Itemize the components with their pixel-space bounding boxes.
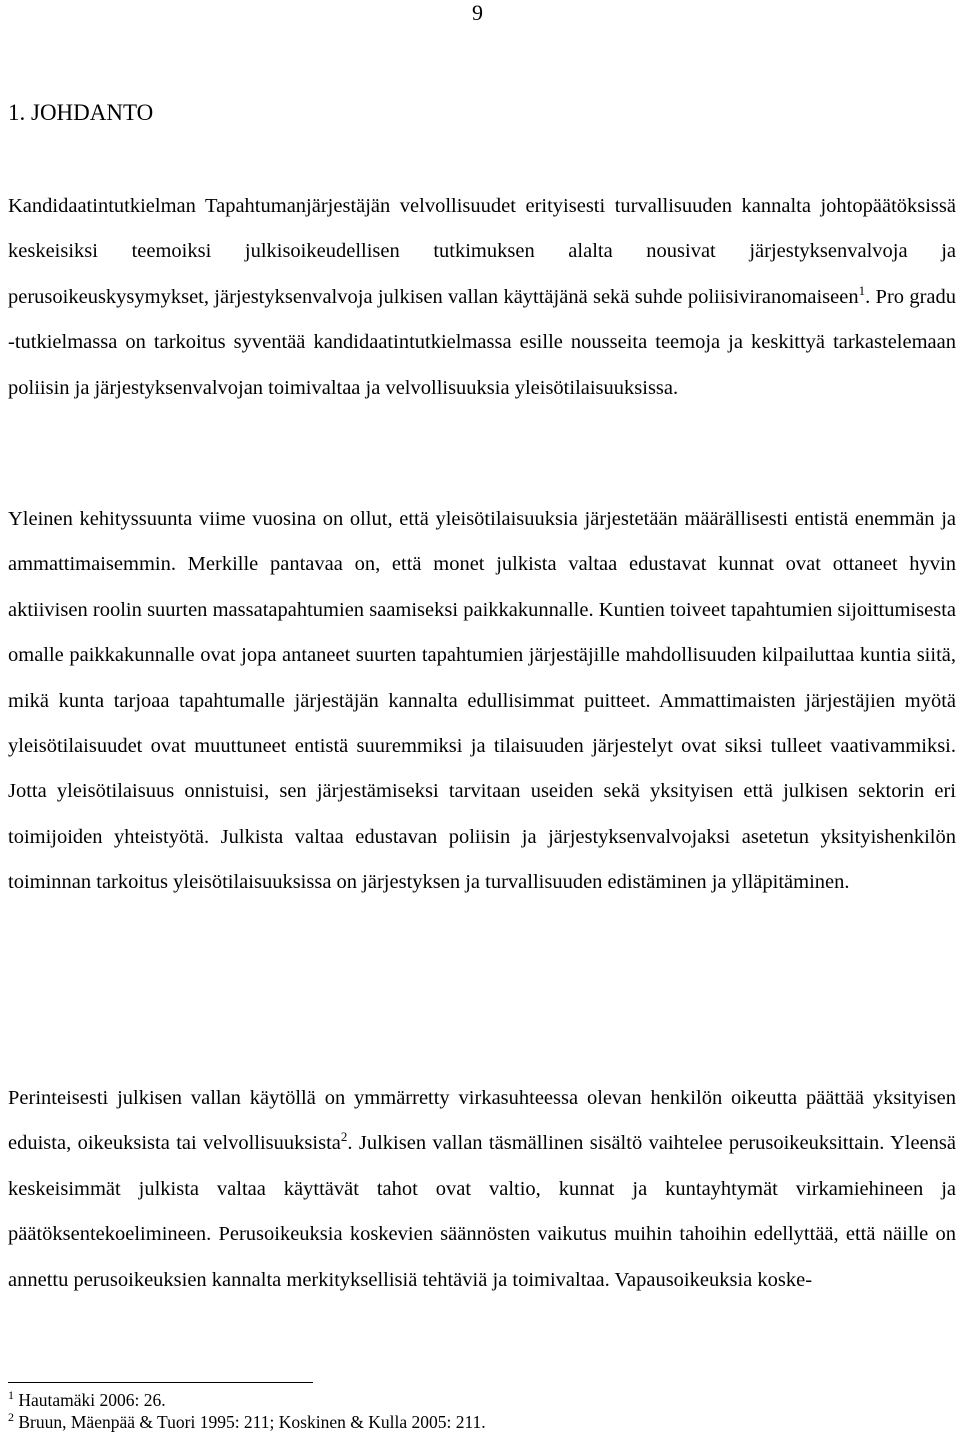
footnote-1-text: Hautamäki 2006: 26. <box>18 1390 166 1410</box>
paragraph-1-text-a: Kandidaatintutkielman Tapahtumanjärjestäjän velvollisuudet erityisesti turvallisuuden kannalta johtopäätöksissä keskeisiksi teemoiksi julkisoikeudellisen tutkimuksen alalta nousivat järjestyksenvalvoja ja perusoikeuskysymykset, järjestyksenvalvoja julkisen vallan käyttäjänä sekä suhde poliisiviranomaiseen <box>8 195 956 308</box>
footnote-2-text: Bruun, Mäenpää & Tuori 1995: 211; Koskinen & Kulla 2005: 211. <box>18 1412 486 1432</box>
paragraph-3-text-b: . Julkisen vallan täsmällinen sisältö vaihtelee perusoikeuksittain. Yleensä keskeisimmät julkista valtaa käyttävät tahot ovat valtio, kunnat ja kuntayhtymät virkamiehineen ja päätöksentekoelimineen. Perusoikeuksia koskevien säännösten vaikutus muihin tahoihin edellyttää, että näille on annettu perusoikeuksien kannalta merkityksellisiä tehtäviä ja toimivaltaa. Vapausoikeuksia koske- <box>8 1132 957 1291</box>
paragraph-3-text-a: Perinteisesti julkisen vallan käytöllä on ymmärretty virkasuhteessa olevan henkilön oikeutta päättää yksityisen eduista, oikeuksista tai velvollisuuksista <box>8 1087 956 1155</box>
paragraph-2: Yleinen kehityssuunta viime vuosina on ollut, että yleisötilaisuuksia järjestetään määrällisesti entistä enemmän ja ammattimaisemmin. Merkille pantavaa on, että monet julkista valtaa edustavat kunnat ovat ottaneet hyvin aktiivisen roolin suurten massatapahtumien saamiseksi paikkakunnalle. Kuntien toiveet tapahtumien sijoittumisesta omalle paikkakunnalle ovat jopa antaneet suurten tapahtumien järjestäjille mahdollisuuden kilpailuttaa kuntia siitä, mikä kunta tarjoaa tapahtumalle järjestäjän kannalta edullisimmat puitteet. Ammattimaisten järjestäjien myötä yleisötilaisuudet ovat muuttuneet entistä suuremmiksi ja tilaisuuden järjestelyt ovat siksi tulleet vaativammiksi. Jotta yleisötilaisuus onnistuisi, sen järjestämiseksi tarvitaan useiden sekä yksityisen että julkisen sektorin eri toimijoiden yhteistyötä. Julkista valtaa edustavan poliisin ja järjestyksenvalvojaksi asetetun yksityishenkilön toiminnan tarkoitus yleisötilaisuuksissa on järjestyksen ja turvallisuuden edistäminen ja ylläpitäminen. <box>8 508 956 894</box>
footnote-1-number: 1 <box>8 1388 14 1402</box>
footnote-2 <box>8 1411 948 1433</box>
footnote-1 <box>8 1389 948 1411</box>
paragraph-3 <box>8 1076 956 1303</box>
footnote-separator <box>8 1382 313 1383</box>
footnote-ref-1: 1 <box>858 282 866 298</box>
paragraph-1 <box>8 184 956 411</box>
page-number: 9 <box>472 0 483 25</box>
footnote-2-number: 2 <box>8 1410 14 1424</box>
paragraph-1-text-b: . Pro gradu -tutkielmassa on tarkoitus syventää kandidaatintutkielmassa esille nousseita teemoja ja keskittyä tarkastelemaan poliisin ja järjestyksenvalvojan toimivaltaa ja velvollisuuksia yleisötilaisuuksissa. <box>8 285 956 399</box>
footnotes <box>8 1389 948 1433</box>
section-heading: 1. JOHDANTO <box>8 100 154 125</box>
footnote-ref-2: 2 <box>340 1129 348 1145</box>
